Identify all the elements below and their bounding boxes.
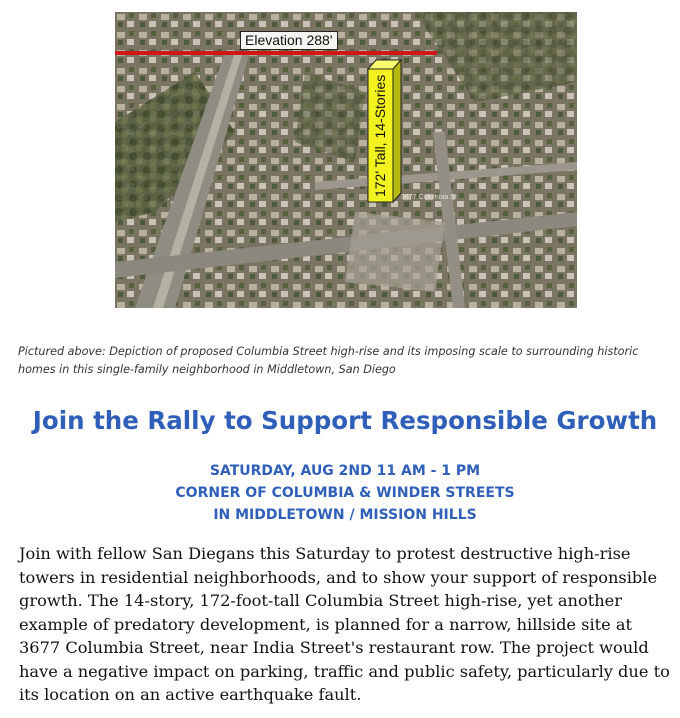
tower-label: 172' Tall, 14-Stories — [372, 74, 388, 197]
photo-caption: Pictured above: Depiction of proposed Columbia Street high-rise and its imposing scale to surrounding historic homes in this single-family neighborhood in Middletown, San Diego — [18, 345, 639, 377]
aerial-photo — [115, 12, 577, 308]
event-details — [0, 460, 680, 526]
page-title: Join the Rally to Support Responsible Growth — [32, 406, 658, 435]
event-area: IN MIDDLETOWN / MISSION HILLS — [213, 507, 477, 523]
aerial-photo-illustration — [115, 12, 577, 308]
event-date-time: SATURDAY, AUG 2ND 11 AM - 1 PM — [209, 463, 481, 479]
elevation-label: Elevation 288' — [240, 31, 338, 50]
map-watermark: 3677 Columbia St — [401, 194, 457, 201]
body-paragraph: Join with fellow San Diegans this Saturday to protest destructive high-rise towers in residential neighborhoods, and to show your support of responsible growth. The 14-story, 172-foot-tall Columbia Street high-rise, yet another example of predatory development, is planned for a narrow, hillside site at 3677 Columbia Street, near India Street's restaurant row. The project would have a negative impact on parking, traffic and public safety, particularly due to its location on an active earthquake fault. — [19, 544, 670, 704]
event-location: CORNER OF COLUMBIA & WINDER STREETS — [175, 485, 515, 501]
